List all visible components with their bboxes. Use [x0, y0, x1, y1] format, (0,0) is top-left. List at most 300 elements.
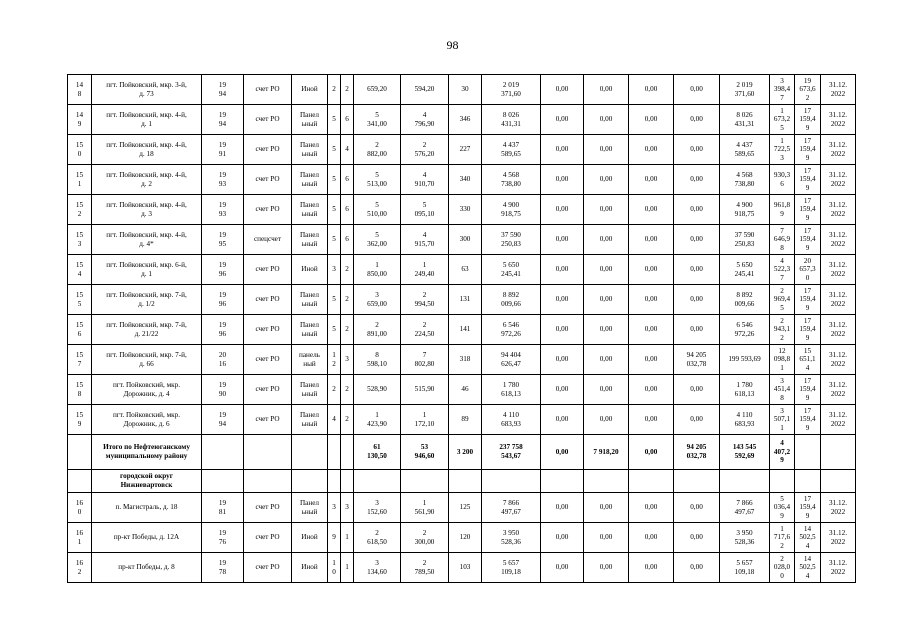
- cell-cost-total: 1 780 618,13: [482, 375, 541, 405]
- cell-cost-total: 2 019 371,60: [482, 75, 541, 105]
- cell-date: 31.12. 2022: [821, 493, 856, 523]
- cell-c-owners: 4 900 918,75: [720, 195, 770, 225]
- cell-cost-total: 37 590 250,83: [482, 225, 541, 255]
- cell-material: Панел ьный: [292, 225, 328, 255]
- cell-address: п. Магистраль, д. 18: [92, 493, 202, 523]
- cell-living-area: 2 576,20: [401, 135, 449, 165]
- cell-living-area: 5 095,10: [401, 195, 449, 225]
- cell-living-area: 2 300,00: [401, 523, 449, 553]
- cell-floors: 5: [328, 105, 341, 135]
- cell-c-budget3: 0,00: [674, 315, 720, 345]
- cell-c-owners: 8 892 009,66: [720, 285, 770, 315]
- cell-c-budget1: 0,00: [584, 523, 629, 553]
- cell-entrances: 6: [341, 105, 354, 135]
- cell-limit-cost: 14 502,5 4: [795, 553, 821, 583]
- cell-no: 15 8: [68, 375, 92, 405]
- cell-c-budget3: 94 205 032,78: [674, 345, 720, 375]
- cell-cost-total: 4 568 738,80: [482, 165, 541, 195]
- cell-no: 16 2: [68, 553, 92, 583]
- cell-no: 14 8: [68, 75, 92, 105]
- total-unit-cost: 4 407,2 9: [770, 435, 795, 470]
- cell-c-budget1: 0,00: [584, 315, 629, 345]
- cell-residents: 89: [449, 405, 482, 435]
- cell-c-budget3: 0,00: [674, 523, 720, 553]
- cell-c-budget2: 0,00: [629, 195, 674, 225]
- table-total-section: [68, 435, 856, 493]
- cell-c-budget2: 0,00: [629, 135, 674, 165]
- cell-living-area: 1 561,90: [401, 493, 449, 523]
- cell-c-budget2: 0,00: [629, 285, 674, 315]
- cell-residents: 340: [449, 165, 482, 195]
- cell-floors: 5: [328, 195, 341, 225]
- cell-address: пгт. Пойковский, мкр. 3-й, д. 73: [92, 75, 202, 105]
- cell-cost-total: 3 950 528,36: [482, 523, 541, 553]
- cell-residents: 330: [449, 195, 482, 225]
- cell-date: 31.12. 2022: [821, 75, 856, 105]
- cell-year: 19 93: [202, 165, 244, 195]
- table-body-nizhnevartovsk: [68, 493, 856, 583]
- cell-no: 16 0: [68, 493, 92, 523]
- cell-cost-total: 8 026 431,31: [482, 105, 541, 135]
- cell-limit-cost: 17 159,4 9: [795, 105, 821, 135]
- cell-c-budget1: 0,00: [584, 405, 629, 435]
- cell-c-fund: 0,00: [541, 105, 584, 135]
- cell-entrances: 2: [341, 285, 354, 315]
- cell-floors: 5: [328, 315, 341, 345]
- cell-unit-cost: 961,8 9: [770, 195, 795, 225]
- cell-living-area: 4 910,70: [401, 165, 449, 195]
- cell-limit-cost: 17 159,4 9: [795, 225, 821, 255]
- cell-total-area: 5 341,00: [354, 105, 401, 135]
- cell-limit-cost: 19 673,6 2: [795, 75, 821, 105]
- cell-material: Панел ьный: [292, 165, 328, 195]
- cell-no: 15 2: [68, 195, 92, 225]
- total-c-budget3: 94 205 032,78: [674, 435, 720, 470]
- cell-material: Иной: [292, 255, 328, 285]
- cell-year: 19 91: [202, 135, 244, 165]
- cell-limit-cost: 17 159,4 9: [795, 405, 821, 435]
- cell-c-budget2: 0,00: [629, 255, 674, 285]
- cell-material: Панел ьный: [292, 405, 328, 435]
- cell-material: Иной: [292, 553, 328, 583]
- cell-entrances: 1: [341, 553, 354, 583]
- cell-unit-cost: 7 646,9 8: [770, 225, 795, 255]
- cell-total-area: 3 134,60: [354, 553, 401, 583]
- cell-c-budget2: 0,00: [629, 405, 674, 435]
- cell-c-owners: 6 546 972,26: [720, 315, 770, 345]
- cell-unit-cost: 12 098,8 1: [770, 345, 795, 375]
- cell-entrances: 4: [341, 135, 354, 165]
- cell-c-budget2: 0,00: [629, 225, 674, 255]
- cell-entrances: 3: [341, 493, 354, 523]
- cell-date: 31.12. 2022: [821, 405, 856, 435]
- table-row: [68, 75, 856, 105]
- table-row: [68, 375, 856, 405]
- cell-year: 20 16: [202, 345, 244, 375]
- cell-date: 31.12. 2022: [821, 225, 856, 255]
- cell-c-fund: 0,00: [541, 315, 584, 345]
- total-cost: 237 758 543,67: [482, 435, 541, 470]
- cell-floors: 2: [328, 75, 341, 105]
- cell-entrances: 2: [341, 375, 354, 405]
- cell-total-area: 659,20: [354, 75, 401, 105]
- cell-material: Панел ьный: [292, 315, 328, 345]
- cell-unit-cost: 3 451,4 8: [770, 375, 795, 405]
- cell-entrances: 2: [341, 75, 354, 105]
- cell-residents: 120: [449, 523, 482, 553]
- cell-limit-cost: 14 502,5 4: [795, 523, 821, 553]
- cell-date: 31.12. 2022: [821, 285, 856, 315]
- cell-no: 15 9: [68, 405, 92, 435]
- cell-floors: 5: [328, 225, 341, 255]
- cell-c-owners: 3 950 528,36: [720, 523, 770, 553]
- cell-no: 15 7: [68, 345, 92, 375]
- cell-c-budget2: 0,00: [629, 553, 674, 583]
- cell-no: 15 3: [68, 225, 92, 255]
- cell-year: 19 76: [202, 523, 244, 553]
- cell-date: 31.12. 2022: [821, 195, 856, 225]
- cell-material: Панел ьный: [292, 285, 328, 315]
- cell-no: 16 1: [68, 523, 92, 553]
- cell-residents: 30: [449, 75, 482, 105]
- cell-fund: счет РО: [244, 195, 292, 225]
- cell-living-area: 2 224,50: [401, 315, 449, 345]
- cell-cost-total: 94 404 626,47: [482, 345, 541, 375]
- cell-cost-total: 7 866 497,67: [482, 493, 541, 523]
- cell-floors: 5: [328, 135, 341, 165]
- cell-no: 15 0: [68, 135, 92, 165]
- cell-c-owners: 5 650 245,41: [720, 255, 770, 285]
- cell-c-budget1: 0,00: [584, 165, 629, 195]
- cell-c-fund: 0,00: [541, 345, 584, 375]
- cell-date: 31.12. 2022: [821, 375, 856, 405]
- cell-no: 15 1: [68, 165, 92, 195]
- cell-entrances: 6: [341, 195, 354, 225]
- cell-c-budget3: 0,00: [674, 493, 720, 523]
- cell-material: Панел ьный: [292, 493, 328, 523]
- cell-year: 19 78: [202, 553, 244, 583]
- cell-residents: 46: [449, 375, 482, 405]
- table-row: [68, 345, 856, 375]
- total-label: Итого по Нефтеюганскому муниципальному району: [92, 435, 202, 470]
- cell-fund: счет РО: [244, 165, 292, 195]
- cell-c-fund: 0,00: [541, 75, 584, 105]
- cell-year: 19 95: [202, 225, 244, 255]
- cell-unit-cost: 2 969,4 5: [770, 285, 795, 315]
- cell-c-budget3: 0,00: [674, 553, 720, 583]
- cell-total-area: 2 882,00: [354, 135, 401, 165]
- cell-c-budget1: 0,00: [584, 345, 629, 375]
- cell-c-budget1: 0,00: [584, 195, 629, 225]
- cell-floors: 3: [328, 493, 341, 523]
- cell-address: пр-кт Победы, д. 8: [92, 553, 202, 583]
- cell-c-fund: 0,00: [541, 405, 584, 435]
- cell-entrances: 3: [341, 345, 354, 375]
- cell-c-budget1: 0,00: [584, 255, 629, 285]
- cell-c-budget3: 0,00: [674, 225, 720, 255]
- cell-material: Панел ьный: [292, 195, 328, 225]
- cell-limit-cost: 15 651,1 4: [795, 345, 821, 375]
- cell-residents: 131: [449, 285, 482, 315]
- cell-limit-cost: 17 159,4 9: [795, 375, 821, 405]
- cell-floors: 5: [328, 165, 341, 195]
- table-row: [68, 195, 856, 225]
- cell-residents: 227: [449, 135, 482, 165]
- cell-c-budget3: 0,00: [674, 105, 720, 135]
- cell-address: пр-кт Победы, д. 12А: [92, 523, 202, 553]
- cell-c-owners: 4 110 683,93: [720, 405, 770, 435]
- cell-living-area: 2 789,50: [401, 553, 449, 583]
- cell-c-owners: 2 019 371,60: [720, 75, 770, 105]
- cell-c-budget2: 0,00: [629, 75, 674, 105]
- cell-c-owners: 5 657 109,18: [720, 553, 770, 583]
- cell-year: 19 94: [202, 75, 244, 105]
- cell-c-budget1: 0,00: [584, 225, 629, 255]
- cell-total-area: 5 513,00: [354, 165, 401, 195]
- cell-fund: счет РО: [244, 405, 292, 435]
- cell-c-owners: 4 437 589,65: [720, 135, 770, 165]
- cell-date: 31.12. 2022: [821, 315, 856, 345]
- cell-c-budget1: 0,00: [584, 75, 629, 105]
- cell-c-owners: 7 866 497,67: [720, 493, 770, 523]
- cell-unit-cost: 3 398,4 7: [770, 75, 795, 105]
- cell-material: Панел ьный: [292, 135, 328, 165]
- cell-year: 19 96: [202, 315, 244, 345]
- cell-c-owners: 37 590 250,83: [720, 225, 770, 255]
- cell-living-area: 1 172,10: [401, 405, 449, 435]
- cell-unit-cost: 1 717,6 2: [770, 523, 795, 553]
- cell-c-fund: 0,00: [541, 553, 584, 583]
- total-row: [68, 435, 856, 470]
- cell-fund: счет РО: [244, 493, 292, 523]
- cell-floors: 4: [328, 405, 341, 435]
- cell-total-area: 8 598,10: [354, 345, 401, 375]
- cell-c-budget1: 0,00: [584, 493, 629, 523]
- cell-entrances: 2: [341, 405, 354, 435]
- cell-c-budget3: 0,00: [674, 285, 720, 315]
- cell-limit-cost: 17 159,4 9: [795, 315, 821, 345]
- cell-living-area: 4 796,90: [401, 105, 449, 135]
- cell-c-budget3: 0,00: [674, 375, 720, 405]
- cell-total-area: 2 891,00: [354, 315, 401, 345]
- table-row: [68, 225, 856, 255]
- cell-no: 15 5: [68, 285, 92, 315]
- cell-year: 19 94: [202, 105, 244, 135]
- cell-c-budget1: 0,00: [584, 105, 629, 135]
- cell-c-fund: 0,00: [541, 375, 584, 405]
- total-c-owners: 143 545 592,69: [720, 435, 770, 470]
- cell-entrances: 6: [341, 165, 354, 195]
- cell-total-area: 1 423,90: [354, 405, 401, 435]
- cell-fund: счет РО: [244, 135, 292, 165]
- cell-limit-cost: 17 159,4 9: [795, 165, 821, 195]
- cell-c-budget3: 0,00: [674, 135, 720, 165]
- cell-c-fund: 0,00: [541, 195, 584, 225]
- housing-register-table: [67, 74, 856, 583]
- cell-unit-cost: 1 673,2 5: [770, 105, 795, 135]
- table-row: [68, 523, 856, 553]
- cell-cost-total: 6 546 972,26: [482, 315, 541, 345]
- cell-c-owners: 1 780 618,13: [720, 375, 770, 405]
- cell-address: пгт. Пойковский, мкр. Дорожник, д. 4: [92, 375, 202, 405]
- cell-c-budget3: 0,00: [674, 195, 720, 225]
- cell-cost-total: 4 110 683,93: [482, 405, 541, 435]
- cell-c-budget3: 0,00: [674, 255, 720, 285]
- cell-material: панель ный: [292, 345, 328, 375]
- cell-entrances: 2: [341, 315, 354, 345]
- section-row: [68, 470, 856, 493]
- cell-no: 14 9: [68, 105, 92, 135]
- cell-residents: 63: [449, 255, 482, 285]
- cell-fund: счет РО: [244, 75, 292, 105]
- cell-c-budget1: 0,00: [584, 285, 629, 315]
- cell-c-budget1: 0,00: [584, 135, 629, 165]
- cell-living-area: 1 249,40: [401, 255, 449, 285]
- cell-year: 19 96: [202, 255, 244, 285]
- total-c-budget1: 7 918,20: [584, 435, 629, 470]
- cell-c-budget1: 0,00: [584, 553, 629, 583]
- cell-floors: 1 0: [328, 553, 341, 583]
- cell-address: пгт. Пойковский, мкр. 7-й, д. 66: [92, 345, 202, 375]
- cell-year: 19 94: [202, 405, 244, 435]
- cell-c-fund: 0,00: [541, 135, 584, 165]
- cell-date: 31.12. 2022: [821, 135, 856, 165]
- table-row: [68, 105, 856, 135]
- cell-living-area: 7 802,80: [401, 345, 449, 375]
- cell-date: 31.12. 2022: [821, 165, 856, 195]
- cell-residents: 125: [449, 493, 482, 523]
- cell-year: 19 90: [202, 375, 244, 405]
- cell-fund: счет РО: [244, 345, 292, 375]
- cell-unit-cost: 930,3 6: [770, 165, 795, 195]
- cell-residents: 318: [449, 345, 482, 375]
- cell-residents: 103: [449, 553, 482, 583]
- total-living-area: 53 946,60: [401, 435, 449, 470]
- cell-c-budget2: 0,00: [629, 523, 674, 553]
- cell-unit-cost: 3 507,1 1: [770, 405, 795, 435]
- cell-material: Иной: [292, 75, 328, 105]
- cell-material: Иной: [292, 523, 328, 553]
- cell-c-owners: 8 026 431,31: [720, 105, 770, 135]
- table-row: [68, 553, 856, 583]
- cell-address: пгт. Пойковский, мкр. 4-й, д. 3: [92, 195, 202, 225]
- cell-c-fund: 0,00: [541, 285, 584, 315]
- table-body-neftejugansk: [68, 75, 856, 435]
- table-row: [68, 315, 856, 345]
- cell-limit-cost: 17 159,4 9: [795, 135, 821, 165]
- cell-address: пгт. Пойковский, мкр. 4-й, д. 4*: [92, 225, 202, 255]
- cell-c-budget2: 0,00: [629, 375, 674, 405]
- cell-fund: счет РО: [244, 375, 292, 405]
- cell-c-owners: 4 568 738,80: [720, 165, 770, 195]
- cell-total-area: 1 850,00: [354, 255, 401, 285]
- cell-living-area: 2 994,50: [401, 285, 449, 315]
- cell-unit-cost: 5 036,4 9: [770, 493, 795, 523]
- cell-unit-cost: 4 522,3 7: [770, 255, 795, 285]
- cell-address: пгт. Пойковский, мкр. 7-й, д. 1/2: [92, 285, 202, 315]
- cell-unit-cost: 1 722,5 3: [770, 135, 795, 165]
- cell-total-area: 3 152,60: [354, 493, 401, 523]
- cell-address: пгт. Пойковский, мкр. 4-й, д. 2: [92, 165, 202, 195]
- cell-material: Панел ьный: [292, 105, 328, 135]
- cell-address: пгт. Пойковский, мкр. 7-й, д. 21/22: [92, 315, 202, 345]
- cell-cost-total: 5 650 245,41: [482, 255, 541, 285]
- cell-address: пгт. Пойковский, мкр. 4-й, д. 1: [92, 105, 202, 135]
- cell-date: 31.12. 2022: [821, 523, 856, 553]
- cell-limit-cost: 17 159,4 9: [795, 195, 821, 225]
- cell-living-area: 594,20: [401, 75, 449, 105]
- cell-fund: счет РО: [244, 553, 292, 583]
- cell-c-fund: 0,00: [541, 165, 584, 195]
- cell-year: 19 96: [202, 285, 244, 315]
- cell-floors: 5: [328, 285, 341, 315]
- cell-fund: счет РО: [244, 105, 292, 135]
- cell-c-fund: 0,00: [541, 255, 584, 285]
- cell-total-area: 5 510,00: [354, 195, 401, 225]
- cell-c-budget2: 0,00: [629, 165, 674, 195]
- cell-date: 31.12. 2022: [821, 345, 856, 375]
- cell-limit-cost: 17 159,4 9: [795, 285, 821, 315]
- table-row: [68, 255, 856, 285]
- cell-c-budget2: 0,00: [629, 315, 674, 345]
- cell-fund: спецсчет: [244, 225, 292, 255]
- cell-date: 31.12. 2022: [821, 553, 856, 583]
- cell-floors: 3: [328, 255, 341, 285]
- cell-cost-total: 4 900 918,75: [482, 195, 541, 225]
- cell-no: 15 6: [68, 315, 92, 345]
- cell-date: 31.12. 2022: [821, 255, 856, 285]
- cell-c-budget2: 0,00: [629, 105, 674, 135]
- cell-floors: 1 2: [328, 345, 341, 375]
- cell-fund: счет РО: [244, 285, 292, 315]
- cell-residents: 346: [449, 105, 482, 135]
- total-residents: 3 200: [449, 435, 482, 470]
- total-c-fund: 0,00: [541, 435, 584, 470]
- cell-floors: 2: [328, 375, 341, 405]
- cell-cost-total: 4 437 589,65: [482, 135, 541, 165]
- cell-total-area: 2 618,50: [354, 523, 401, 553]
- total-total-area: 61 130,50: [354, 435, 401, 470]
- cell-year: 19 81: [202, 493, 244, 523]
- cell-c-fund: 0,00: [541, 225, 584, 255]
- cell-entrances: 1: [341, 523, 354, 553]
- cell-c-budget2: 0,00: [629, 345, 674, 375]
- table-row: [68, 135, 856, 165]
- page-number: 98: [446, 38, 459, 52]
- cell-residents: 300: [449, 225, 482, 255]
- cell-c-fund: 0,00: [541, 493, 584, 523]
- cell-unit-cost: 2 943,1 2: [770, 315, 795, 345]
- cell-address: пгт. Пойковский, мкр. Дорожник, д. 6: [92, 405, 202, 435]
- table-row: [68, 285, 856, 315]
- cell-fund: счет РО: [244, 523, 292, 553]
- cell-fund: счет РО: [244, 255, 292, 285]
- cell-total-area: 5 362,00: [354, 225, 401, 255]
- section-title: городской округ Нижневартовск: [92, 470, 202, 493]
- cell-cost-total: 5 657 109,18: [482, 553, 541, 583]
- cell-entrances: 6: [341, 225, 354, 255]
- cell-floors: 9: [328, 523, 341, 553]
- cell-c-fund: 0,00: [541, 523, 584, 553]
- cell-date: 31.12. 2022: [821, 105, 856, 135]
- cell-limit-cost: 17 159,4 9: [795, 493, 821, 523]
- cell-fund: счет РО: [244, 315, 292, 345]
- cell-c-budget3: 0,00: [674, 75, 720, 105]
- cell-material: Панел ьный: [292, 375, 328, 405]
- cell-c-budget3: 0,00: [674, 405, 720, 435]
- cell-total-area: 528,90: [354, 375, 401, 405]
- cell-residents: 141: [449, 315, 482, 345]
